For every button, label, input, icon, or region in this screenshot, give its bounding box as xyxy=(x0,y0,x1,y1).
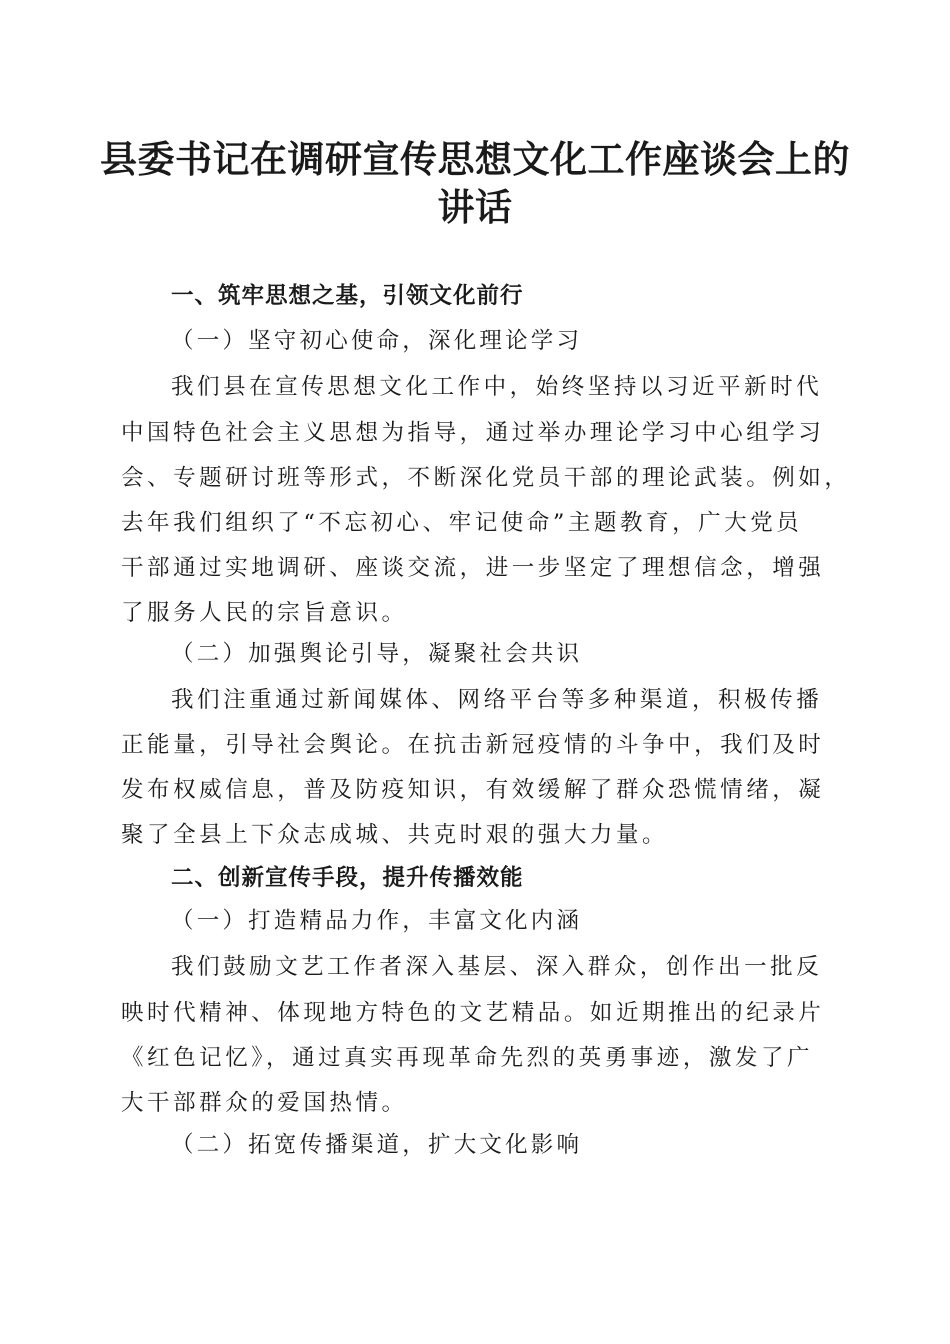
paragraph-line: 了服务人民的宗旨意识。 xyxy=(121,600,408,626)
section-heading-1: 一、筑牢思想之基，引领文化前行 xyxy=(171,283,524,309)
paragraph-line: 干部通过实地调研、座谈交流，进一步坚定了理想信念，增强 xyxy=(121,555,825,581)
subsection-heading-2-1: （一）打造精品力作，丰富文化内涵 xyxy=(171,908,583,934)
paragraph-line: 会、专题研讨班等形式，不断深化党员干部的理论武装。例如， xyxy=(121,465,851,491)
paragraph-line: 《红色记忆》，通过真实再现革命先烈的英勇事迹，激发了广 xyxy=(121,1045,814,1071)
paragraph-line: 正能量，引导社会舆论。在抗击新冠疫情的斗争中，我们及时 xyxy=(121,732,825,758)
paragraph-line: 中国特色社会主义思想为指导，通过举办理论学习中心组学习 xyxy=(121,420,825,446)
document-title xyxy=(100,135,850,231)
subsection-heading-1-2: （二）加强舆论引导，凝聚社会共识 xyxy=(171,641,583,667)
paragraph-line: 映时代精神、体现地方特色的文艺精品。如近期推出的纪录片 xyxy=(121,1000,825,1026)
paragraph-line: 聚了全县上下众志成城、共克时艰的强大力量。 xyxy=(121,822,669,848)
title-line-1: 县委书记在调研宣传思想文化工作座谈会上的 xyxy=(100,137,850,181)
paragraph-line: 发布权威信息，普及防疫知识，有效缓解了群众恐慌情绪，凝 xyxy=(121,777,825,803)
section-heading-2: 二、创新宣传手段，提升传播效能 xyxy=(171,865,524,891)
paragraph-line: 大干部群众的爱国热情。 xyxy=(121,1090,408,1116)
paragraph-line: 我们县在宣传思想文化工作中，始终坚持以习近平新时代 xyxy=(171,374,823,400)
title-line-2: 讲话 xyxy=(437,185,513,229)
subsection-heading-2-2: （二）拓宽传播渠道，扩大文化影响 xyxy=(171,1132,583,1158)
subsection-heading-1-1: （一）坚守初心使命，深化理论学习 xyxy=(171,328,583,354)
paragraph-line: 去年我们组织了“不忘初心、牢记使命”主题教育，广大党员 xyxy=(121,510,803,536)
paragraph-line: 我们注重通过新闻媒体、网络平台等多种渠道，积极传播 xyxy=(171,687,823,713)
paragraph-line: 我们鼓励文艺工作者深入基层、深入群众，创作出一批反 xyxy=(171,954,823,980)
